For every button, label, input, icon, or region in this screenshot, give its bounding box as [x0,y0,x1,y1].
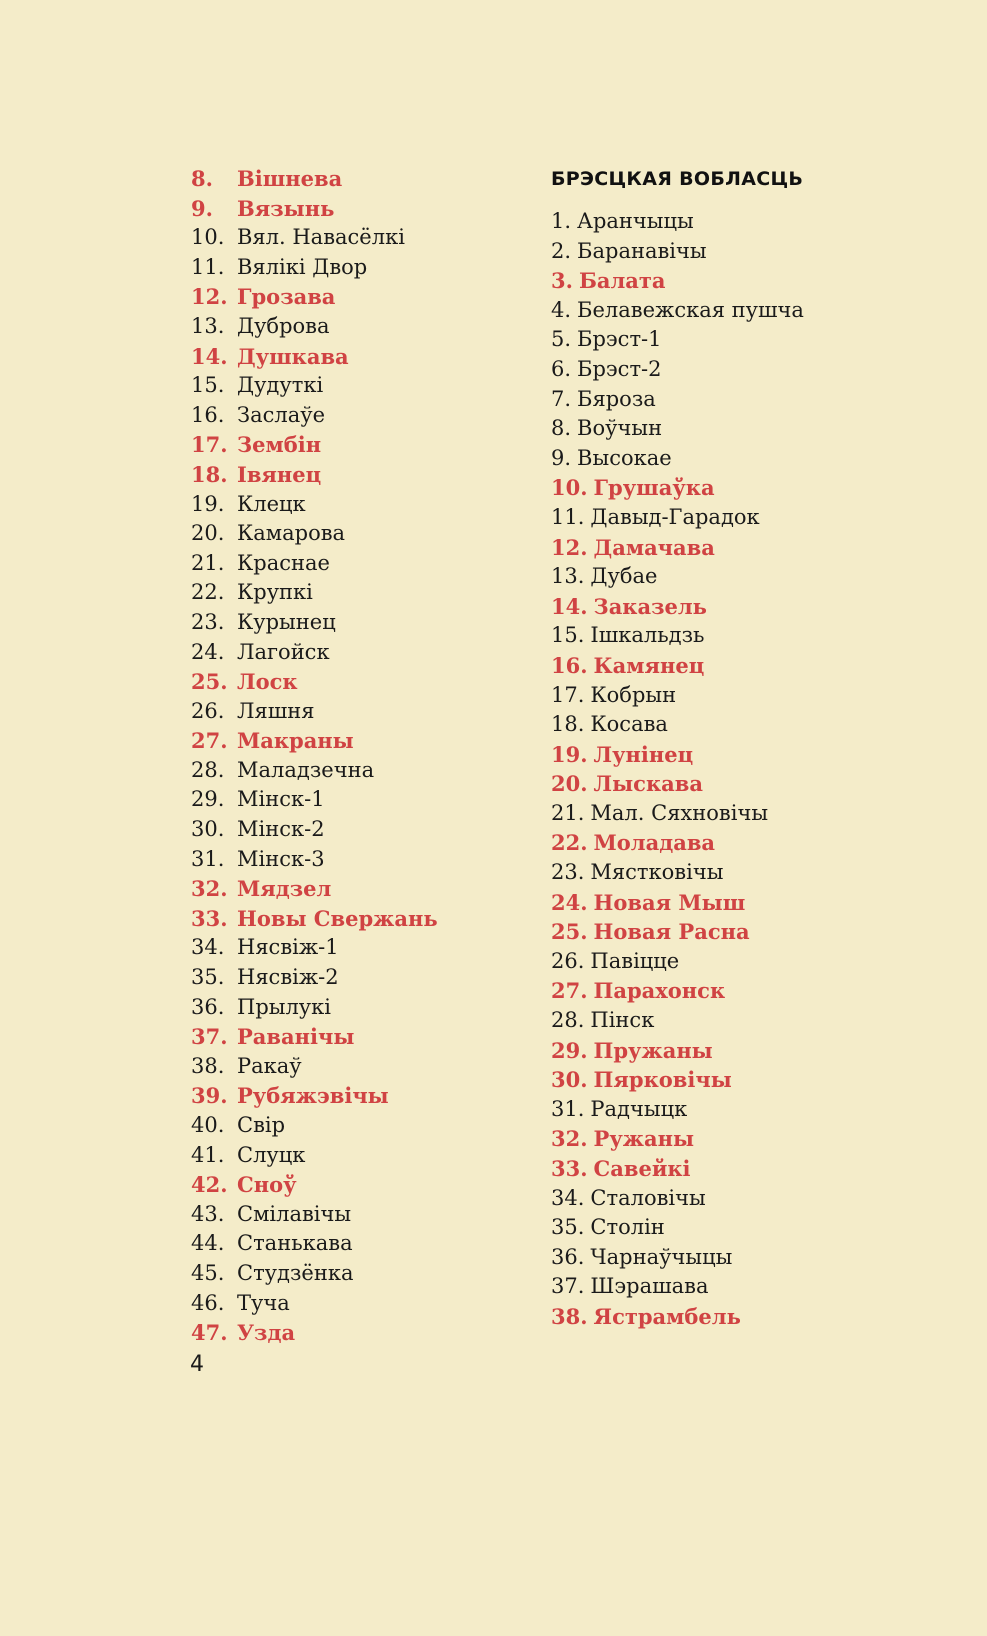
item-number: 12. [551,534,588,560]
list-item [191,1259,521,1289]
right-column-section [551,164,911,1332]
item-number: 10. [551,475,588,501]
list-item [551,710,911,740]
item-number: 19. [191,491,225,516]
list-item [551,1243,911,1273]
list-item [551,325,911,355]
item-name: Рубяжэвічы [237,1083,389,1109]
item-number: 42. [191,1172,228,1198]
list-item [191,164,521,194]
item-name: Пружаны [593,1037,713,1063]
item-name: Курынец [237,609,336,634]
list-item [191,963,521,993]
list-item [551,1184,911,1214]
item-name: Шэрашава [590,1274,709,1299]
list-item [191,874,521,904]
item-number: 35. [191,965,225,990]
list-item [551,621,911,651]
item-number: 24. [191,639,225,664]
item-number: 9. [191,195,213,221]
item-number: 24. [551,889,588,915]
item-name: Белавежская пушча [577,297,804,322]
list-item [551,858,911,888]
list-item [551,444,911,474]
item-number: 38. [551,1303,588,1329]
list-item [551,976,911,1006]
list-item [191,1200,521,1230]
item-number: 27. [191,728,228,754]
item-number: 33. [551,1156,588,1181]
item-number: 30. [191,817,225,842]
item-name: Краснае [237,550,330,575]
item-number: 11. [551,504,585,529]
list-item [191,1229,521,1259]
item-number: 43. [191,1201,225,1226]
item-number: 45. [191,1260,225,1285]
item-name: Мядзел [237,876,332,902]
item-number: 6. [551,356,572,381]
item-number: 31. [551,1096,585,1121]
list-item [191,312,521,342]
item-name: Станькава [237,1231,353,1256]
list-item [191,1289,521,1319]
brest-region-list [551,207,911,1332]
list-item [191,993,521,1023]
list-item [551,503,911,533]
item-name: Мінск-3 [237,846,325,871]
list-item [191,460,521,490]
item-number: 8. [551,416,572,441]
list-item [551,1272,911,1302]
item-number: 9. [551,445,572,470]
item-name: Слуцк [237,1142,306,1167]
item-name: Павіцце [590,948,680,973]
item-number: 27. [551,978,588,1004]
item-name: Дуброва [237,313,330,338]
item-name: Мінск-1 [237,787,325,812]
item-number: 31. [191,846,225,871]
list-item [551,1095,911,1125]
item-number: 20. [551,771,588,797]
item-number: 17. [551,682,585,707]
item-name: Смілавічы [237,1201,352,1226]
left-column-list [191,164,521,1348]
list-item [551,888,911,918]
list-item [551,385,911,415]
list-item [551,473,911,503]
list-item [191,1111,521,1141]
item-number: 14. [191,343,228,369]
item-name: Вязынь [237,195,335,221]
item-number: 32. [191,876,228,902]
item-number: 11. [191,254,225,279]
item-number: 21. [551,800,585,825]
item-name: Столін [590,1215,665,1240]
list-item [191,223,521,253]
item-number: 16. [551,652,588,678]
item-number: 25. [551,919,588,945]
item-name: Ляшня [237,698,315,723]
list-item [191,815,521,845]
item-name: Ішкальдзь [590,623,705,648]
list-item [551,1302,911,1332]
list-item [191,638,521,668]
item-number: 13. [551,564,585,589]
item-number: 26. [191,698,225,723]
item-number: 4. [551,297,572,322]
section-title: БРЭСЦКАЯ ВОБЛАСЦЬ [551,168,804,190]
item-name: Свір [237,1113,286,1137]
item-name: Новая Расна [593,919,750,945]
item-number: 13. [191,313,225,338]
page-number: 4 [190,1352,204,1377]
item-number: 22. [551,830,588,856]
item-name: Лунінец [593,741,694,767]
item-name: Лоск [237,669,298,695]
list-item [551,1065,911,1095]
item-name: Узда [237,1320,296,1346]
item-name: Дамачава [593,534,715,560]
item-name: Новая Мыш [593,889,746,915]
item-number: 17. [191,432,228,458]
list-item [551,237,911,267]
list-item [551,207,911,237]
list-item [551,740,911,770]
item-name: Мінск-2 [237,817,325,842]
list-item [551,414,911,444]
item-name: Студзёнка [237,1260,354,1285]
item-name: Бяроза [577,386,656,411]
item-name: Зембін [237,432,322,458]
item-name: Чарнаўчыцы [590,1244,733,1269]
item-name: Воўчын [577,416,663,441]
list-item [191,845,521,875]
item-number: 33. [191,905,228,931]
item-number: 23. [191,609,225,634]
list-item [551,947,911,977]
item-name: Івянец [237,461,322,487]
list-item [191,608,521,638]
item-name: Косава [590,712,668,737]
item-name: Сноў [237,1172,297,1198]
item-number: 15. [551,623,585,648]
list-item [191,401,521,431]
item-number: 5. [551,327,572,352]
item-name: Раванічы [237,1024,355,1050]
item-number: 18. [551,712,585,737]
list-item [191,667,521,697]
item-number: 47. [191,1320,228,1346]
item-number: 29. [551,1037,588,1063]
list-item [551,296,911,326]
item-number: 25. [191,669,228,695]
list-item [191,578,521,608]
item-name: Новы Свержань [237,905,438,931]
item-name: Заказель [593,593,707,619]
item-name: Туча [237,1290,290,1315]
item-name: Кобрын [590,682,677,707]
list-item [191,697,521,727]
list-item [551,592,911,622]
item-number: 10. [191,225,225,250]
item-name: Брэст-1 [577,327,662,352]
item-name: Душкава [237,343,349,369]
list-item [191,253,521,283]
item-name: Маладзечна [237,757,375,782]
item-number: 2. [551,238,572,263]
item-number: 37. [191,1024,228,1050]
item-name: Макраны [237,728,354,754]
item-name: Нясвіж-1 [237,935,339,960]
list-item [191,342,521,372]
list-item [191,1170,521,1200]
list-item [191,282,521,312]
item-number: 20. [191,521,225,546]
item-name: Парахонск [593,978,726,1004]
item-name: Дудуткі [237,373,324,398]
item-name: Клецк [237,491,306,516]
item-name: Вішнева [237,166,343,191]
list-item [551,355,911,385]
item-name: Мал. Сяхновічы [590,800,769,825]
list-item [551,681,911,711]
item-name: Камарова [237,521,346,546]
item-name: Лагойск [237,639,330,664]
item-number: 23. [551,860,585,885]
list-item [191,726,521,756]
item-number: 19. [551,741,588,767]
list-item [191,549,521,579]
item-number: 14. [551,593,588,619]
list-item [191,1052,521,1082]
item-name: Сталовічы [590,1185,706,1210]
item-name: Аранчыцы [577,209,694,233]
item-number: 34. [191,935,225,960]
list-item [551,1154,911,1184]
item-number: 1. [551,209,572,233]
item-number: 28. [551,1008,585,1033]
item-number: 44. [191,1231,225,1256]
item-name: Баранавічы [577,238,707,263]
list-item [551,917,911,947]
list-item [191,1141,521,1171]
list-item [551,799,911,829]
item-number: 34. [551,1185,585,1210]
item-number: 21. [191,550,225,575]
item-number: 15. [191,373,225,398]
list-item [551,651,911,681]
item-name: Лыскава [593,771,703,797]
list-item [551,1213,911,1243]
item-number: 8. [191,166,213,191]
list-item [551,1036,911,1066]
item-name: Грозава [237,284,336,310]
item-name: Вялікі Двор [237,254,368,279]
item-number: 40. [191,1113,225,1137]
item-number: 36. [191,994,225,1019]
item-number: 29. [191,787,225,812]
item-name: Высокае [577,445,672,470]
item-name: Ружаны [593,1126,695,1152]
list-item [551,828,911,858]
list-item [551,769,911,799]
item-number: 28. [191,757,225,782]
item-number: 3. [551,268,573,294]
list-item [191,490,521,520]
list-item [191,194,521,224]
item-name: Прылукі [237,994,332,1019]
list-item [191,430,521,460]
item-number: 46. [191,1290,225,1315]
item-number: 22. [191,580,225,605]
item-number: 41. [191,1142,225,1167]
list-item [191,519,521,549]
item-name: Давыд-Гарадок [590,504,760,529]
item-number: 36. [551,1244,585,1269]
item-name: Радчыцк [590,1096,688,1121]
list-item [551,1006,911,1036]
list-item [191,756,521,786]
item-number: 16. [191,402,225,427]
item-name: Дубае [590,564,658,589]
list-item [551,562,911,592]
item-name: Ракаў [237,1053,302,1078]
item-name: Пярковічы [593,1067,732,1093]
list-item [551,533,911,563]
list-item [191,904,521,934]
item-number: 37. [551,1274,585,1299]
list-item [191,1022,521,1052]
item-number: 32. [551,1126,588,1152]
list-item [191,371,521,401]
item-name: Брэст-2 [577,356,662,381]
item-name: Пінск [590,1008,655,1033]
item-number: 39. [191,1083,228,1109]
item-name: Моладава [593,830,716,856]
item-name: Балата [578,268,666,294]
list-item [191,785,521,815]
list-item [191,1081,521,1111]
item-number: 35. [551,1215,585,1240]
item-name: Вял. Навасёлкі [237,225,405,250]
item-number: 38. [191,1053,225,1078]
list-item [191,1318,521,1348]
list-item [551,266,911,296]
item-name: Мястковічы [590,860,724,885]
item-number: 26. [551,948,585,973]
item-number: 12. [191,284,228,310]
item-name: Заслаўе [237,402,326,427]
item-name: Нясвіж-2 [237,965,339,990]
item-number: 30. [551,1067,588,1093]
list-item [191,933,521,963]
item-name: Грушаўка [593,475,715,501]
item-number: 18. [191,461,228,487]
item-number: 7. [551,386,572,411]
item-name: Крупкі [237,580,313,605]
item-name: Ястрамбель [593,1303,741,1329]
item-name: Камянец [593,652,705,678]
item-name: Савейкі [593,1156,691,1181]
list-item [551,1124,911,1154]
